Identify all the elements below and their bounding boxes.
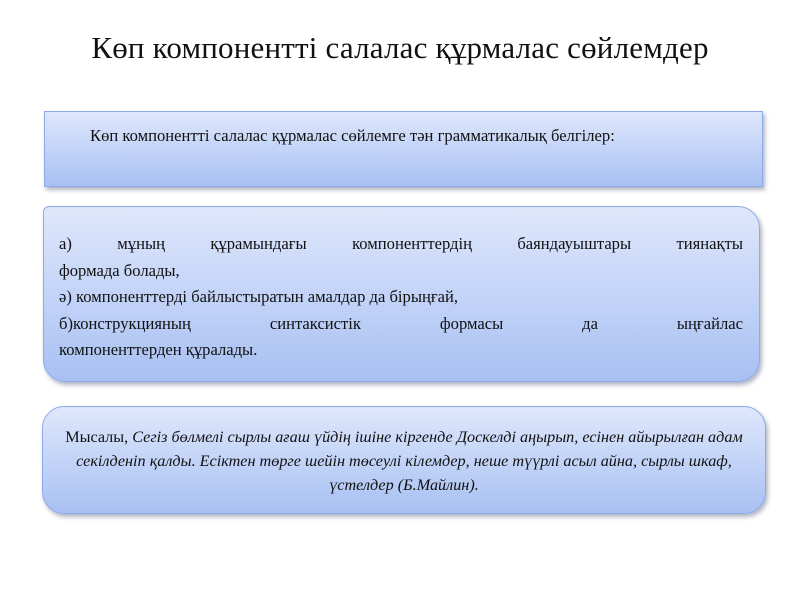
features-box xyxy=(43,206,760,382)
intro-text: Көп компонентті салалас құрмалас сөйлемге тән грамматикалық белгілер: xyxy=(90,126,615,145)
slide-title: Көп компонентті салалас құрмалас сөйлемдер xyxy=(91,30,709,65)
feature-line: компоненттерден құралады. xyxy=(59,340,258,359)
intro-box xyxy=(44,111,763,187)
example-text: Сегіз бөлмелі сырлы ағаш үйдің ішіне кіргенде Доскелді аңырып, есінен айырылған адам секілденіп қалды. Есіктен төрге шейін төсеулі кілемдер, неше түүрлі асыл айна, сырлы шкаф, үстелдер (Б.Майлин). xyxy=(76,428,743,494)
feature-line: ә) компоненттерді байлыстыратын амалдар да бірыңғай, xyxy=(59,287,459,306)
feature-line: формада болады, xyxy=(59,260,180,280)
example-label: Мысалы, xyxy=(65,428,129,446)
feature-line: а) мұның құрамындағы компоненттердің баяндауыштары тиянақты xyxy=(59,234,743,253)
feature-line: б)конструкцияның синтаксистік формасы да ыңғайлас xyxy=(59,313,743,333)
example-box xyxy=(42,406,766,514)
